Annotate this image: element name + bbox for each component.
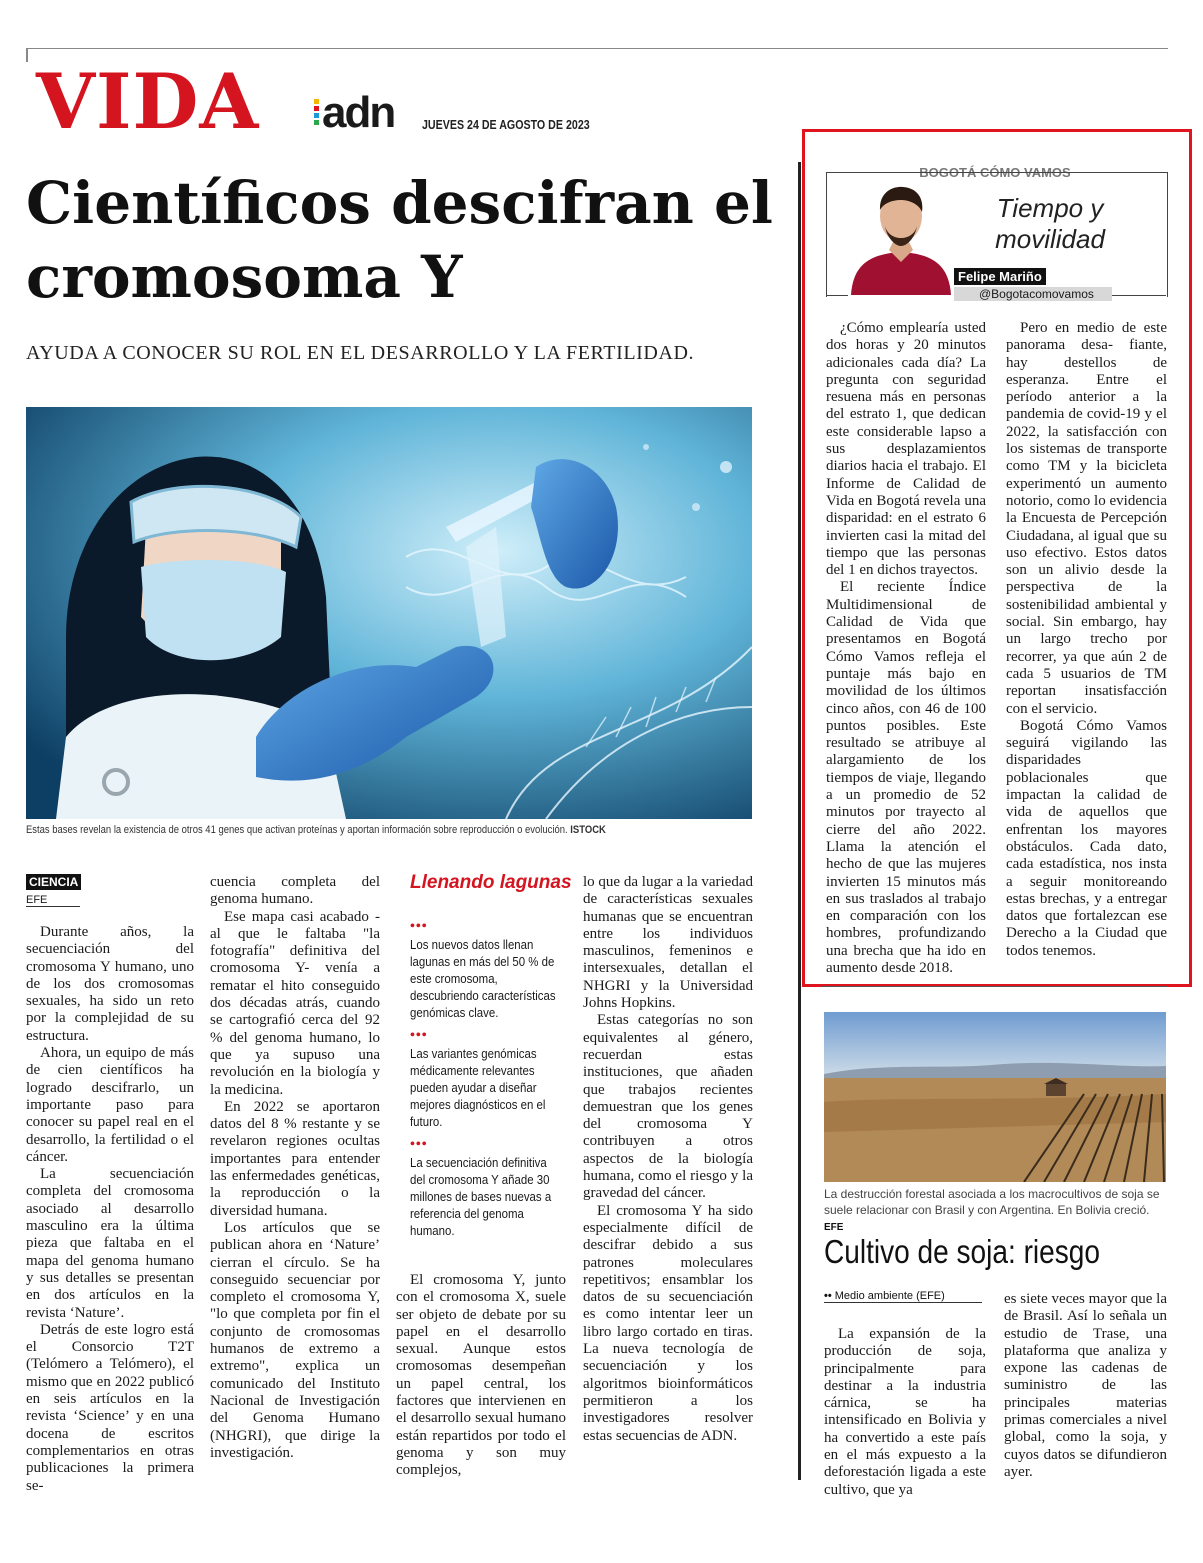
paragraph: Estas categorías no son equivalentes al género, recuerdan estas instituciones, que añaden que trabajos recientes demuestran que los genes del cromosoma Y contribuyen a otros aspectos de la biología humana, como el riesgo y la gravedad del cáncer. <box>583 1012 753 1202</box>
box-rule <box>1112 295 1166 296</box>
paragraph: Los artículos que se publican ahora en ‘Nature’ cierran el círculo. Se ha conseguido secuenciar por completo el cromosoma Y, "lo que completa por fin el conjunto de cromosomas humanos de extremo a extremo", explica un comunicado del Instituto Nacional de Investigación del Genoma Humano (NHGRI), que dirige la investigación. <box>210 1219 380 1461</box>
brief-headline: Cultivo de soja: riesgo <box>824 1233 1100 1270</box>
article-column-1 <box>26 924 194 1495</box>
logo-color-dots-icon <box>314 99 319 129</box>
paragraph: Bogotá Cómo Vamos seguirá vigilando las disparidades poblacionales que impactan la calidad de vida de aquellos que enfrentan los mayores obstáculos. Cada dato, cada estadística, nos insta a seguir monitoreando estas brechas, y a entregar datos que fortalezcan ese Derecho a la Ciudad que todos tenemos. <box>1006 717 1167 959</box>
photo-credit: ISTOCK <box>570 824 606 836</box>
paragraph: es siete veces mayor que la de Brasil. Así lo señala un estudio de Trase, una plataforma que analiza y expone las cadenas de suministro de las principales materias primas comerciales a nivel global, como la soja, y cuyos datos se difundieron ayer. <box>1004 1291 1167 1480</box>
logo-wordmark: adn <box>322 88 395 137</box>
brief-column-1 <box>824 1326 986 1499</box>
photo-caption-text: Estas bases revelan la existencia de otros 41 genes que activan proteínas y aportan información sobre reproducción o evolución. <box>26 824 568 836</box>
paragraph: En 2022 se aportaron datos del 8 % restante y se revelaron regiones ocultas importantes para entender las enfermedades genéticas, la reproducción o la diversidad humana. <box>210 1098 380 1219</box>
paragraph: lo que da lugar a la variedad de características sexuales humanas que se encuentran entre los individuos masculinos, femeninos e intersexuales, detallan el NHGRI y la Universidad Johns Hopkins. <box>583 874 753 1012</box>
deck: AYUDA A CONOCER SU ROL EN EL DESARROLLO Y LA FERTILIDAD. <box>26 342 695 364</box>
soy-caption-text: La destrucción forestal asociada a los macrocultivos de soja se suele relacionar con Brasil y con Argentina. En Bolivia creció. <box>824 1187 1160 1217</box>
paragraph: La secuenciación completa del cromosoma asociado al desarrollo masculino era la última pieza que faltaba en el mapa del genoma humano y sus detalles se presentan en dos artículos en la revista ‘Nature’. <box>26 1166 194 1321</box>
paragraph: El cromosoma Y, junto con el cromosoma X, suele ser objeto de debate por su papel en el desarrollo sexual. Aunque estos cromosomas desempeñan un papel central, los factores que intervienen en el desarrollo sexual humano están repartidos por todo el genoma y son muy complejos, <box>396 1272 566 1479</box>
paragraph: La expansión de la producción de soja, principalmente para destinar a la industria cárnica, se ha intensificado en Bolivia y ha convertido a este país en el más expuesto a la deforestación ligada a este cultivo, que ya <box>824 1326 986 1498</box>
tag-dots-icon: •• <box>824 1290 832 1302</box>
soy-field-photo <box>824 1012 1166 1182</box>
top-rule <box>26 48 1168 49</box>
bullet-dots-icon: ••• <box>410 1028 428 1043</box>
section-tag: CIENCIA <box>26 874 81 890</box>
paragraph: Durante años, la secuenciación del cromosoma Y humano, uno de los dos cromosomas sexuales, ha sido un reto por la complejidad de su estructura. <box>26 924 194 1044</box>
author-name: Felipe Mariño <box>954 268 1046 285</box>
paragraph: ¿Cómo emplearía usted dos horas y 20 minutos adicionales cada día? La pregunta con seguridad resuena más en personas del estrato 1, que dedican este considerable lapso a sus desplazamientos diarios hacia el trabajo. El Informe de Calidad de Vida en Bogotá revela una disparidad: en el estrato 6 invierten casi la mitad del tiempo que las personas del 1 en dichos trayectos. <box>826 320 986 579</box>
soy-photo-caption <box>824 1186 1164 1236</box>
paragraph: El cromosoma Y ha sido especialmente difícil de descifrar debido a sus patrones moleculares repetitivos; ensamblar los datos de su secuenciación es como intentar leer un libro largo cortado en tiras. La nueva tecnología de secuenciación y los algoritmos bioinformáticos permitieron a los investigadores resolver estas secuencias de ADN. <box>583 1202 753 1444</box>
photo-caption <box>26 824 654 836</box>
box-rule <box>826 295 848 296</box>
source-tag: EFE <box>26 894 80 907</box>
column-divider <box>798 162 801 1480</box>
headline: Científicos descifran el cromosoma Y <box>26 169 773 311</box>
article-column-3 <box>396 1272 566 1480</box>
paragraph: cuencia completa del genoma humano. <box>210 874 380 908</box>
paragraph: Ahora, un equipo de más de cien científicos ha logrado descifrarlo, un importante paso para conocer su papel real en el desarrollo, la fertilidad o el cáncer. <box>26 1045 194 1165</box>
section-rule <box>822 986 1167 987</box>
sidebar-item: Las variantes genómicas médicamente relevantes pueden ayudar a diseñar mejores diagnósticos en el futuro. <box>410 1046 546 1129</box>
section-title: VIDA <box>36 57 260 146</box>
adn-logo <box>314 88 410 137</box>
brief-tag-text: Medio ambiente (EFE) <box>834 1290 945 1302</box>
paragraph: El reciente Índice Multidimensional de Calidad de Vida que presentamos en Bogotá Cómo Vamos refleja el puntaje más bajo en movilidad de los últimos cinco años, con 46 de 100 puntos posibles. Este resultado se atribuye al alargamiento de los tiempos de viaje, llegando a un promedio de 52 minutos por trayecto al cierre del año 2022. Llama la atención el hecho de que las mujeres invierten 15 minutos más en sus traslados al trabajo en comparación con los hombres, profundizando una brecha que ha ido en aumento desde 2018. <box>826 579 986 976</box>
paragraph: Detrás de este logro está el Consorcio T2T (Telómero a Telómero), el mismo que en 2022 publicó en seis artículos en la revista ‘Science’ y en una docena de escritos complementarios en otras publicaciones la primera se- <box>26 1321 194 1494</box>
bullet-dots-icon: ••• <box>410 919 428 934</box>
sidebar-item: Los nuevos datos llenan lagunas en más del 50 % de este cromosoma, descubriendo características genómicas clave. <box>410 937 556 1020</box>
brief-tag <box>824 1290 982 1303</box>
column-title: Tiempo y movilidad <box>995 193 1105 254</box>
opinion-column-1 <box>826 320 986 977</box>
author-handle: @Bogotacomovamos <box>954 287 1112 301</box>
dateline: JUEVES 24 DE AGOSTO DE 2023 <box>422 117 590 132</box>
soy-photo-credit: EFE <box>824 1222 844 1233</box>
sidebar-item: La secuenciación definitiva del cromosoma Y añade 30 millones de bases nuevas a referencia del genoma humano. <box>410 1155 552 1238</box>
paragraph: Ese mapa casi acabado -al que le faltaba "la fotografía" definitiva del cromosoma Y- venía a rematar el hito conseguido dos décadas atrás, cuando se cartografió cerca del 92 % del genoma humano, lo que ya supuso una revolución en la biología y la medicina. <box>210 908 380 1098</box>
article-column-4 <box>583 874 753 1445</box>
brief-column-2 <box>1004 1291 1167 1481</box>
lab-scientist-photo <box>26 407 752 819</box>
sidebar-title: Llenando lagunas <box>410 872 572 893</box>
top-rule-tick <box>26 48 28 62</box>
column-kicker: BOGOTÁ CÓMO VAMOS <box>919 165 1071 180</box>
article-column-2 <box>210 874 380 1462</box>
bullet-dots-icon: ••• <box>410 1137 428 1152</box>
author-portrait <box>849 180 953 295</box>
paragraph: Pero en medio de este panorama desa- fiante, hay destellos de esperanza. Entre el período anterior a la pandemia de covid-19 y el 2022, la satisfacción con los sistemas de transporte como TM y la bicicleta experimentó un aumento notorio, como lo evidencia la Encuesta de Percepción Ciudadana, al igual que su uso efectivo. Estos datos son un alivio desde la perspectiva de la sostenibilidad ambiental y social. Sin embargo, hay un largo trecho por recorrer, ya que aún 2 de cada 5 usuarios de TM reportan insatisfacción con el servicio. <box>1006 320 1167 717</box>
opinion-column-2 <box>1006 320 1167 960</box>
sidebar-list <box>410 919 585 1239</box>
